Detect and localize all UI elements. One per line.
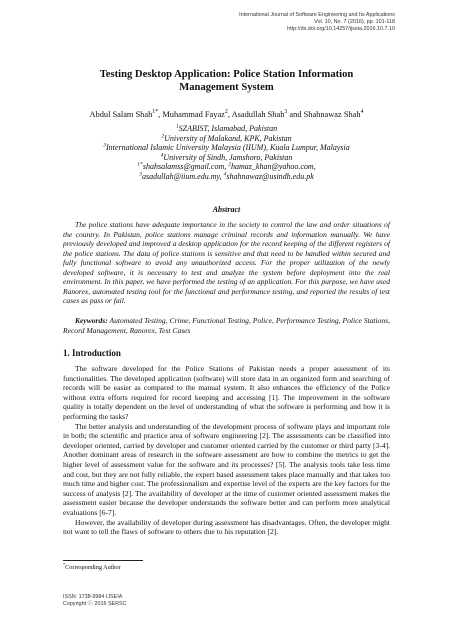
email-sup: 4 (223, 171, 227, 178)
affiliations (30, 124, 423, 182)
affiliation (30, 124, 423, 134)
footnote-rule (63, 560, 143, 561)
email-sup: 2 (228, 161, 232, 168)
paragraph: The better analysis and understanding of the development process of software plays and important role in both; the scientific and practice area of software engineering [2]. The assessments can be classified into developer oriented, carried by developer and customer oriented carried by the customer or third party [3-4]. Another dominant areas of research in the software assessment are how to combine the metrics to get the higher level of assessment value for the software and its processes? [5]. The analysis tools take less time and cost, but they are not fully reliable, the expert based assessment takes place manually and that takes too much time and higher cost. The professionalism and expertise level of the experts are the key factors for the success of analysis [2]. The availability of developer at the time of customer oriented assessment makes the assessment easier because the developer understands the software better and can perform more analytical evaluations [6-7]. (63, 421, 390, 517)
author-name: Muhammad Fayaz (162, 110, 225, 119)
affiliation-sup: 3 (103, 142, 107, 149)
paper-title (40, 68, 413, 94)
author-name: Asadullah Shah (231, 110, 285, 119)
email-address[interactable]: asadullah@iium.edu.my, (142, 171, 224, 181)
journal-volume: Vol. 10, No. 7 (2016), pp. 101-118 (314, 19, 395, 25)
affiliation (30, 143, 423, 153)
email-address[interactable]: hamaz_khan@yahoo.com, (231, 162, 316, 172)
email-sup: 1* (137, 161, 143, 168)
affiliation-sup: 2 (161, 132, 165, 139)
footnote-mark: * (63, 561, 66, 567)
title-line-1: Testing Desktop Application: Police Station Information (99, 69, 354, 80)
paragraph: The software developed for the Police Stations of Pakistan needs a proper assessment of its functionalities. The developed application (software) will store data in an organized form and searching of records will be easier as compared to the manual system. It also enhances the efficiency of the Police without extra efforts required for record keeping and accessing [1]. The improvement in the software quality is totally dependent on the level of understanding of what the software is performing and how it is performing the tasks? (63, 364, 390, 421)
email-address[interactable]: shahsalamss@gmail.com, (142, 162, 229, 172)
author-sup: 2 (224, 109, 228, 116)
affiliation-sup: 1 (175, 123, 179, 130)
section-heading-introduction: 1. Introduction (63, 348, 121, 358)
running-head (135, 12, 395, 33)
abstract-heading: Abstract (212, 205, 241, 214)
keywords-label: Keywords: (75, 316, 108, 325)
affiliation (30, 134, 423, 144)
copyright: Copyright ⓒ 2016 SERSC (63, 601, 127, 607)
footnote (63, 561, 121, 571)
affiliation-text: SZABIST, Islamabad, Pakistan (178, 124, 278, 133)
affiliation-text: University of Sindh, Jamshoro, Pakistan (163, 152, 293, 162)
affiliation-text: University of Malakand, KPK, Pakistan (164, 133, 292, 143)
footnote-text: Corresponding Author (65, 564, 121, 571)
email-address[interactable]: shahnawaz@usindh.edu.pk (226, 171, 314, 181)
author-name: Abdul Salam Shah (89, 110, 153, 119)
author-list (30, 110, 423, 120)
affiliation-sup: 4 (160, 152, 164, 159)
author-sup: 4 (360, 109, 364, 116)
introduction-body (63, 364, 390, 537)
title-line-2: Management System (179, 82, 274, 93)
email-sup: 3 (139, 171, 143, 178)
email-line (30, 172, 423, 182)
doi-link[interactable]: http://dx.doi.org/10.14257/ijseia.2016.10.7.10 (287, 26, 395, 32)
issn: ISSN: 1738-9984 IJSEIA (63, 594, 123, 600)
journal-name: International Journal of Software Engineering and Its Applications (239, 12, 395, 18)
affiliation-text: International Islamic University Malaysia (IIUM), Kuala Lumpur, Malaysia (106, 143, 350, 153)
author-name: Shahnawaz Shah (303, 110, 361, 119)
author-sup: 1* (152, 109, 159, 116)
author-sup: 3 (284, 109, 288, 116)
author-separator: , (158, 110, 163, 119)
author-separator: , (227, 110, 232, 119)
page-footer (63, 594, 127, 608)
paragraph: However, the availability of developer during assessment has disadvantages. Often, the developer might not want to tell the flaws of software to others due to his reputation [2]. (63, 517, 390, 537)
email-line (30, 162, 423, 172)
keywords (63, 316, 390, 335)
affiliation (30, 153, 423, 163)
author-separator: and (287, 110, 304, 119)
abstract-text: The police stations have adequate importance in the society to control the law and order situations of the country. In Pakistan, police stations manage criminal records and information manually. We have previously developed and improved a desktop application for the record keeping of the different registers of the police stations. The data of police stations is sensitive and that need to be handled within secured and fully functional software to avoid any unauthorized access. For the proper utilization of the newly developed software, it is necessary to test and analyze the system before deployment into the real environment. In this paper, we have performed the testing of an application. For this purpose, we have used Ranorex, automated testing tool for the functional and performance testing, and reported the results of test cases as pass or fail. (63, 220, 390, 306)
keywords-text: Automated Testing, Crime, Functional Testing, Police, Performance Testing, Police Stations, Record Management, Ranorex, Test Cases (63, 316, 390, 335)
